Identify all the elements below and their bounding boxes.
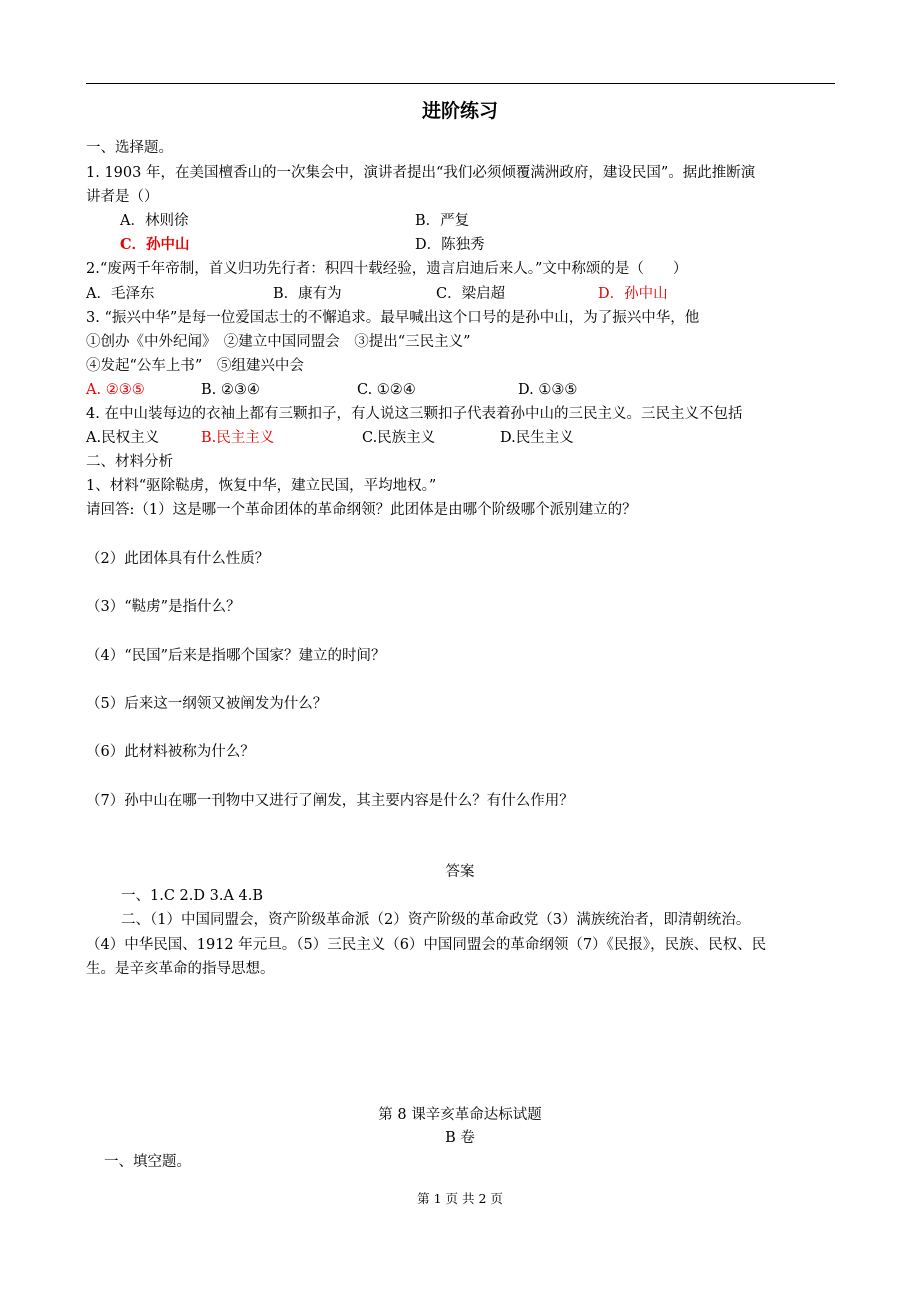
next-lesson-subtitle: B 卷 — [445, 1130, 475, 1146]
q3-stem-line3: ④发起“公车上书” ⑤组建兴中会 — [86, 358, 304, 374]
sub-question-5: （5）后来这一纲领又被阐发为什么？ — [86, 696, 328, 712]
q2-option-c: C．梁启超 — [436, 286, 506, 302]
page-title: 进阶练习 — [421, 100, 498, 122]
material-text: 1、材料“驱除鞑虏，恢复中华，建立民国，平均地权。” — [86, 478, 437, 494]
q1-option-d: D．陈独秀 — [415, 237, 485, 253]
section2-heading: 二、材料分析 — [86, 454, 173, 470]
answers-line3: （4）中华民国、1912 年元旦。（5）三民主义（6）中国同盟会的革命纲领（7）《民报》，民族、民权、民 — [86, 937, 767, 953]
section1-heading: 一、选择题。 — [86, 140, 173, 156]
sub-question-3: （3）“鞑虏”是指什么？ — [86, 599, 241, 615]
q1-stem-line1: 1. 1903 年，在美国檀香山的一次集会中，演讲者提出“我们必须倾覆满洲政府，建设民国”。据此推断演 — [86, 165, 756, 181]
q4-option-b-answer: B.民主主义 — [201, 430, 275, 446]
q2-option-a: A．毛泽东 — [86, 286, 155, 302]
sub-question-2: （2）此团体具有什么性质？ — [86, 551, 270, 567]
q2-stem: 2.“废两千年帝制，首义归功先行者：积四十载经验，遗言启迪后来人。”文中称颂的是（ ） — [86, 261, 688, 277]
q1-option-c-answer: C．孙中山 — [120, 236, 190, 253]
q4-stem: 4. 在中山装每边的衣袖上都有三颗扣子，有人说这三颗扣子代表着孙中山的三民主义。三民主义不包括 — [86, 406, 743, 422]
q3-option-b: B. ②③④ — [201, 382, 260, 398]
q1-stem-line2: 讲者是（） — [86, 189, 159, 205]
q3-stem-line2: ①创办《中外纪闻》 ②建立中国同盟会 ③提出“三民主义” — [86, 334, 471, 350]
q4-option-d: D.民生主义 — [500, 430, 574, 446]
q1-option-b: B．严复 — [415, 213, 470, 229]
q2-option-b: B．康有为 — [273, 286, 342, 302]
answers-heading: 答案 — [445, 864, 475, 880]
next-lesson-title: 第 8 课辛亥革命达标试题 — [378, 1107, 542, 1123]
q3-stem-line1: 3. “振兴中华”是每一位爱国志士的不懈追求。最早喊出这个口号的是孙中山，为了振兴中华，他 — [86, 310, 700, 326]
header-rule — [86, 83, 835, 84]
answers-line4: 生。是辛亥革命的指导思想。 — [86, 961, 275, 977]
page-footer: 第 1 页 共 2 页 — [417, 1191, 503, 1206]
sub-question-4: （4）“民国”后来是指哪个国家？建立的时间？ — [86, 648, 386, 664]
sub-question-7: （7）孙中山在哪一刊物中又进行了阐发，其主要内容是什么？有什么作用？ — [86, 793, 574, 809]
q1-option-a: A．林则徐 — [120, 213, 189, 229]
answers-line2: 二、（1）中国同盟会，资产阶级革命派（2）资产阶级的革命政党（3）满族统治者，即清朝统治。 — [121, 912, 751, 928]
q2-option-d-answer: D．孙中山 — [598, 286, 668, 302]
q3-option-c: C. ①②④ — [357, 382, 416, 398]
q3-option-d: D. ①③⑤ — [518, 382, 578, 398]
sub-question-1: 请回答:（1）这是哪一个革命团体的革命纲领？此团体是由哪个阶级哪个派别建立的？ — [86, 502, 637, 518]
q4-option-a: A.民权主义 — [86, 430, 160, 446]
q4-option-c: C.民族主义 — [362, 430, 436, 446]
fill-blank-heading: 一、填空题。 — [104, 1154, 191, 1170]
answers-line1: 一、1.C 2.D 3.A 4.B — [121, 888, 264, 904]
sub-question-6: （6）此材料被称为什么？ — [86, 744, 255, 760]
q3-option-a-answer: A. ②③⑤ — [86, 382, 145, 398]
